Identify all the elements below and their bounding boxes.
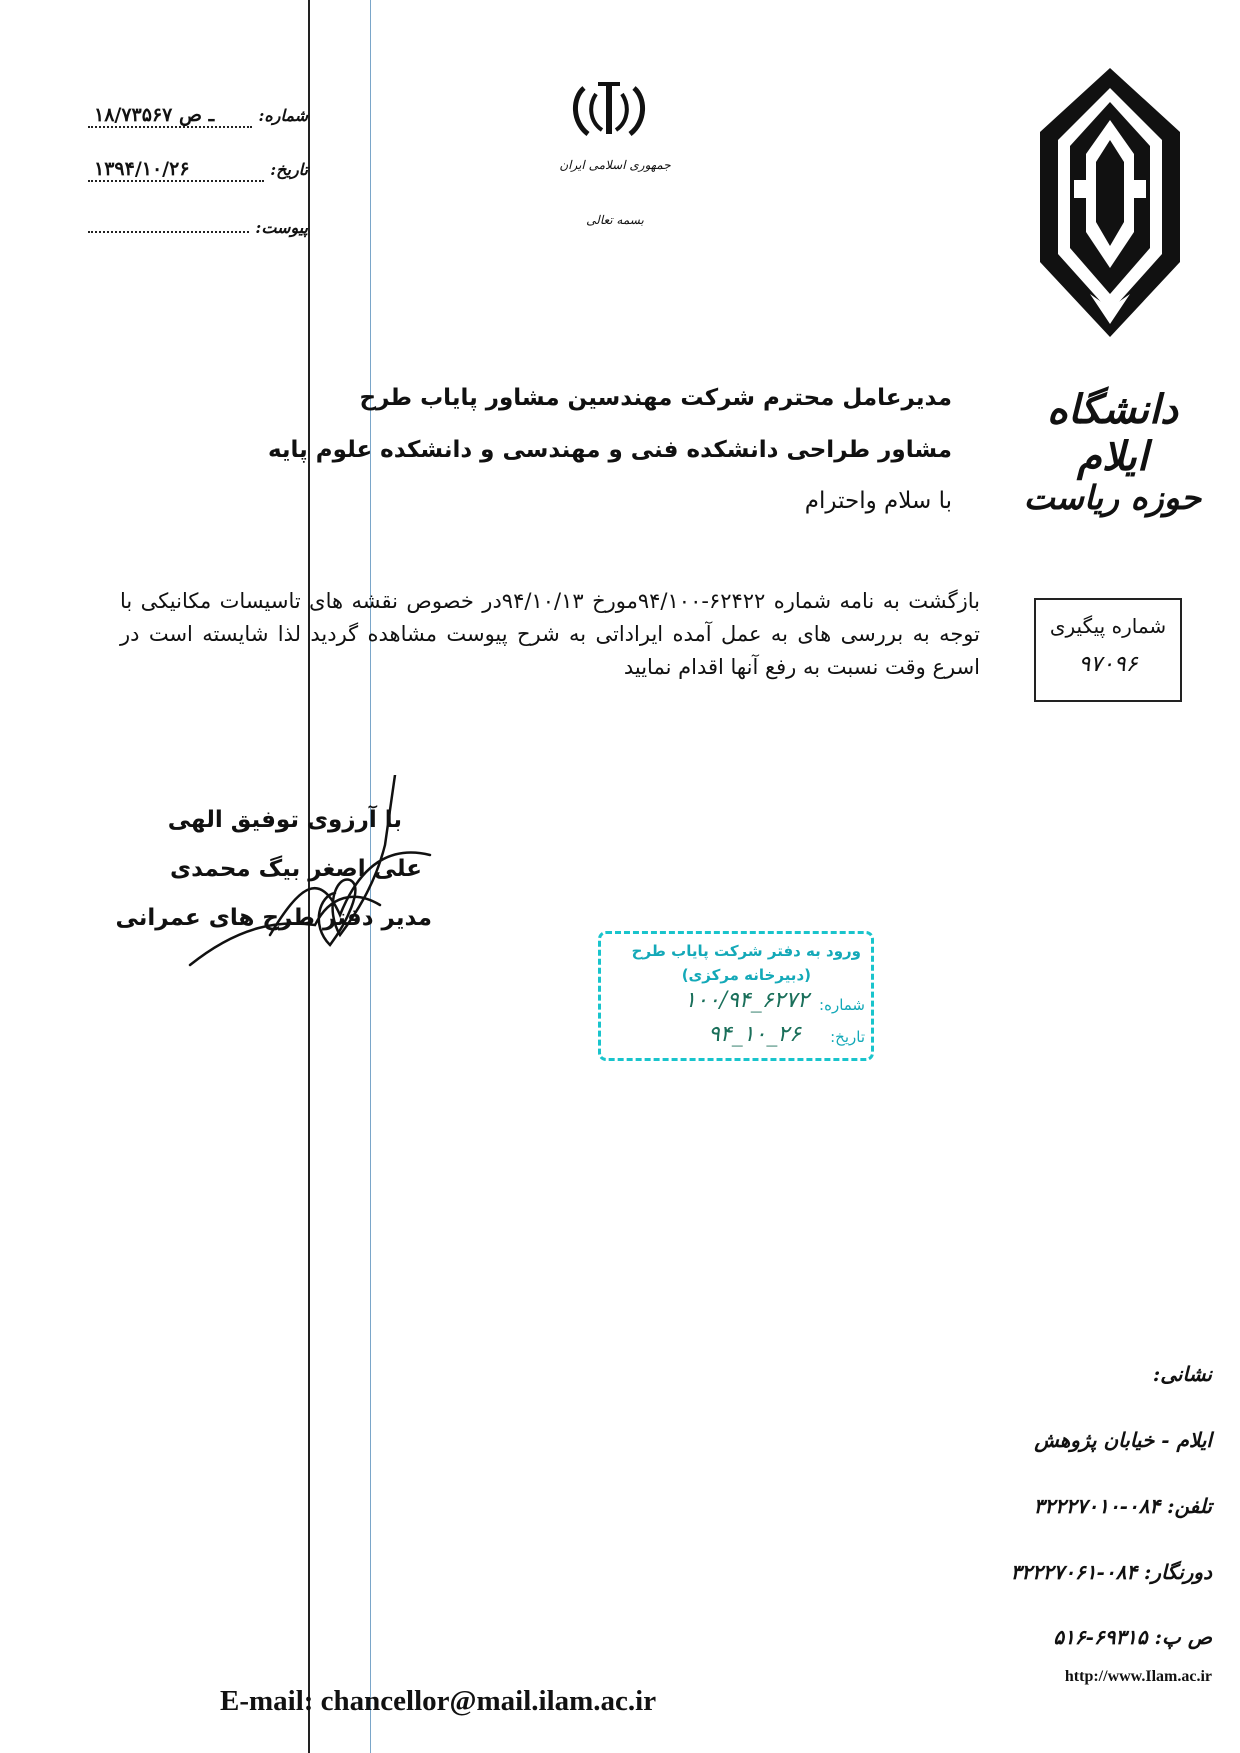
letter-number-label: شماره: [258,106,308,125]
phone-value: ۰۸۴-۳۲۲۲۷۰۱۰ [1033,1494,1161,1518]
letter-date-value: ۱۳۹۴/۱۰/۲۶ [88,158,264,182]
addressee-line-1: مدیرعامل محترم شرکت مهندسین مشاور پایاب طرح [359,385,952,411]
receipt-stamp [598,931,874,1061]
university-name: دانشگاه ایلام [1047,386,1178,480]
tracking-label: شماره پیگیری [1049,614,1167,638]
letter-number-value: ۱۸/۷۳۵۶۷ ـ ص [88,104,252,128]
stamp-date-value: ۹۴_۱۰_۲۶ [708,1022,801,1047]
po-box-value: ۶۹۳۱۵-۵۱۶ [1053,1625,1148,1649]
letter-date-label: تاریخ: [270,160,308,179]
invocation-text: بسمه تعالی [586,213,644,227]
email-address[interactable]: E-mail: chancellor@mail.ilam.ac.ir [220,1685,657,1717]
letter-date-row [88,158,308,188]
stamp-number-value: ۱۰۰/۹۴_۶۲۷۲ [684,988,809,1013]
po-box-row [1053,1625,1212,1649]
ilam-university-logo-icon [1030,62,1190,347]
fax-row [1011,1560,1212,1584]
signer-title: مدیر دفتر طرح های عمرانی [115,905,432,931]
phone-label: تلفن: [1167,1494,1212,1518]
address-label: نشانی: [1152,1362,1212,1386]
handwritten-signature-icon [150,775,450,975]
addressee-line-2: مشاور طراحی دانشکده فنی و مهندسی و دانشکده علوم پایه [267,437,952,463]
stamp-date-label: تاریخ: [830,1028,865,1046]
phone-row [1034,1494,1212,1518]
stamp-line-2: (دبیرخانه مرکزی) [681,966,811,984]
website-link[interactable]: http://www.Ilam.ac.ir [1064,1668,1212,1685]
stamp-number-label: شماره: [819,996,865,1014]
tracking-value: ۹۷۰۹۶ [1078,652,1138,677]
letter-number-row [88,104,308,134]
letter-attachment-label: پیوست: [255,218,308,237]
university-office: حوزه ریاست [1023,478,1202,517]
signer-name: علی اصغر بیگ محمدی [170,856,422,882]
address-value: ایلام - خیابان پژوهش [1034,1428,1212,1452]
tracking-number-box [1034,598,1182,702]
letter-attachment-row [88,218,308,248]
stamp-line-1: ورود به دفتر شرکت پایاب طرح [631,942,861,960]
letter-body: بازگشت به نامه شماره ۶۲۴۲۲-۹۴/۱۰۰مورخ ۹۴/۱۰/۱۳در خصوص نقشه های تاسیسات مکانیکی با توجه به بررسی های به عمل آمده ایراداتی به شرح پیوست مشاهده گردید لذا شایسته است در اسرع وقت نسبت به رفع آنها اقدام نمایید [120,589,980,679]
fax-label: دورنگار: [1144,1560,1212,1584]
fax-value: ۰۸۴-۳۲۲۲۷۰۶۱ [1010,1560,1138,1584]
closing-phrase: با آرزوی توفیق الهی [167,807,402,833]
letter-attachment-value [88,231,249,233]
country-name: جمهوری اسلامی ایران [559,158,671,172]
salutation: با سلام واحترام [804,488,952,514]
iran-emblem-icon [566,80,652,140]
po-box-label: ص پ: [1154,1625,1212,1649]
